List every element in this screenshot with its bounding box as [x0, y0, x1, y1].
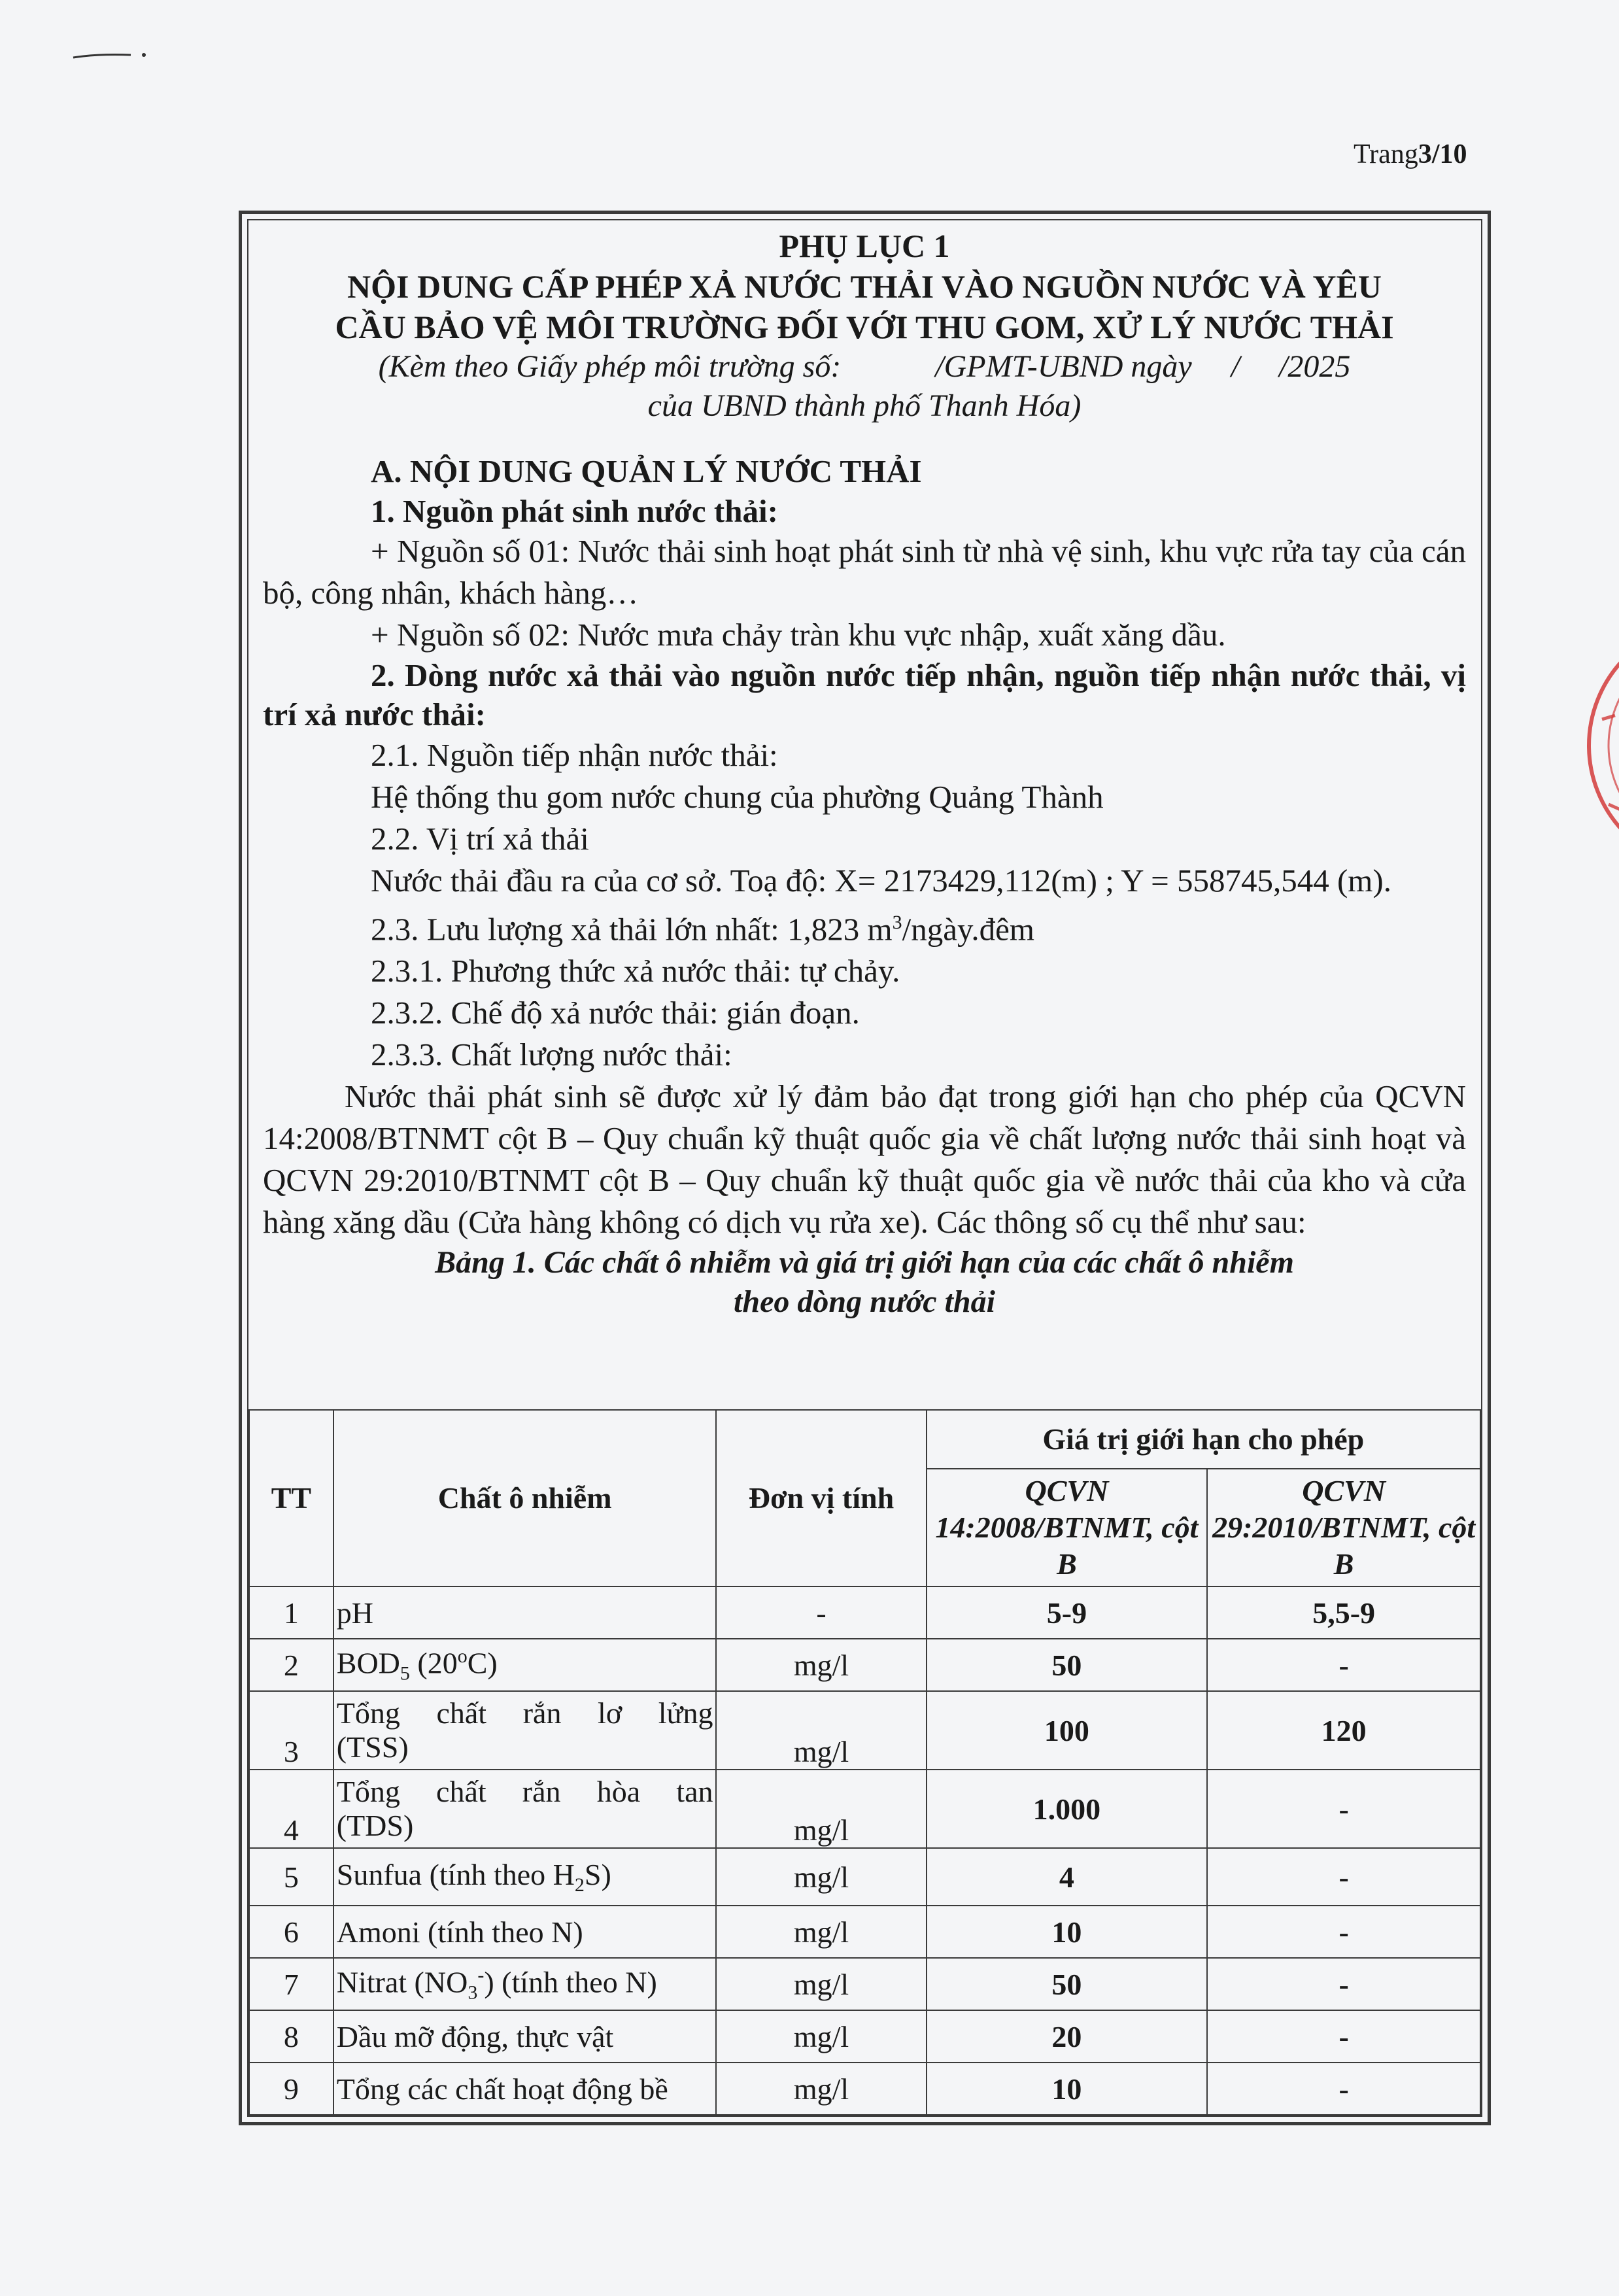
section-2-heading: 2. Dòng nước xả thải vào nguồn nước tiếp nhận, nguồn tiếp nhận nước thải, vị trí xả nước thải:	[263, 657, 1466, 732]
document-body	[263, 226, 1466, 1322]
header-qcvn-29: QCVN 29:2010/BTNMT, cột B	[1207, 1469, 1480, 1586]
header-limits: Giá trị giới hạn cho phép	[927, 1410, 1480, 1469]
water-quality-heading: 2.3.3. Chất lượng nước thải:	[371, 1037, 732, 1073]
table-row: 8 Dầu mỡ động, thực vật mg/l 20 -	[249, 2010, 1480, 2063]
appendix-heading: PHỤ LỤC 1	[779, 228, 950, 264]
table-row: 6 Amoni (tính theo N) mg/l 10 -	[249, 1906, 1480, 1958]
discharge-method-text: 2.3.1. Phương thức xả nước thải: tự chảy.	[371, 953, 900, 989]
table-row: 7 Nitrat $(NO_3^-)$ (tính theo N) mg/l 50 -	[249, 1958, 1480, 2010]
subtitle-line-1: (Kèm theo Giấy phép môi trường số: /GPMT-UBND ngày / /2025	[378, 349, 1351, 384]
section-2-1-heading: 2.1. Nguồn tiếp nhận nước thải:	[371, 737, 778, 773]
max-flow-text: 2.3. Lưu lượng xả thải lớn nhất: 1,823 $m^3/ngày.đêm$	[371, 911, 1034, 948]
header-unit: Đơn vị tính	[716, 1410, 926, 1586]
table-row: 9 Tổng các chất hoạt động bề mg/l 10 -	[249, 2063, 1480, 2115]
table-row: 4 Tổng chất rắn hòa tan (TDS) mg/l 1.000 -	[249, 1770, 1480, 1848]
pollutant-limits-table	[248, 1409, 1481, 2116]
quality-paragraph: Nước thải phát sinh sẽ được xử lý đảm bảo đạt trong giới hạn cho phép của QCVN 14:2008/BTNMT cột B – Quy chuẩn kỹ thuật quốc gia về chất lượng nước thải sinh hoạt và QCVN 29:2010/BTNMT cột B – Quy chuẩn kỹ thuật quốc gia về nước thải của kho và cửa hàng xăng dầu (Cửa hàng không có dịch vụ rửa xe). Các thông số cụ thể như sau:	[263, 1078, 1466, 1241]
discharge-location-text: Nước thải đầu ra của cơ sở. Toạ độ: X= 2173429,112(m) ; Y = 558745,544 (m).	[371, 863, 1391, 899]
table-caption-line-2: theo dòng nước thải	[734, 1284, 995, 1320]
discharge-mode-text: 2.3.2. Chế độ xả nước thải: gián đoạn.	[371, 995, 860, 1031]
header-tt: TT	[249, 1410, 333, 1586]
header-pollutant: Chất ô nhiễm	[333, 1410, 717, 1586]
title-line-2: CẦU BẢO VỆ MÔI TRƯỜNG ĐỐI VỚI THU GOM, XỬ LÝ NƯỚC THẢI	[335, 309, 1394, 345]
page-number: Trang3/10	[1354, 139, 1467, 169]
section-2-2-heading: 2.2. Vị trí xả thải	[371, 821, 589, 857]
title-line-1: NỘI DUNG CẤP PHÉP XẢ NƯỚC THẢI VÀO NGUỒN NƯỚC VÀ YÊU	[347, 268, 1382, 305]
table-header-row	[249, 1410, 1480, 1469]
source-item-1: + Nguồn số 01: Nước thải sinh hoạt phát sinh từ nhà vệ sinh, khu vực rửa tay của cán bộ, công nhân, khách hàng…	[263, 533, 1466, 611]
section-a-heading: A. NỘI DUNG QUẢN LÝ NƯỚC THẢI	[371, 453, 922, 489]
receiving-source-text: Hệ thống thu gom nước chung của phường Quảng Thành	[371, 779, 1104, 815]
table-row: 5 Sunfua (tính theo $H_2S$) mg/l 4 -	[249, 1848, 1480, 1906]
table-row: 1 pH - 5-9 5,5-9	[249, 1586, 1480, 1639]
section-1-heading: 1. Nguồn phát sinh nước thải:	[371, 493, 778, 529]
ink-mark	[72, 52, 150, 60]
header-qcvn-14: QCVN 14:2008/BTNMT, cột B	[927, 1469, 1208, 1586]
table-row: 3 Tổng chất rắn lơ lửng (TSS) mg/l 100 120	[249, 1691, 1480, 1770]
source-item-2: + Nguồn số 02: Nước mưa chảy tràn khu vực nhập, xuất xăng dầu.	[371, 617, 1226, 653]
content-frame	[247, 219, 1482, 2117]
subtitle-line-2: của UBND thành phố Thanh Hóa)	[647, 388, 1082, 423]
red-seal-stamp	[1563, 589, 1619, 902]
table-caption-line-1: Bảng 1. Các chất ô nhiễm và giá trị giới hạn của các chất ô nhiễm	[435, 1245, 1294, 1280]
table-row: 2 $BOD_5$ (20$^o$C) mg/l 50 -	[249, 1639, 1480, 1691]
